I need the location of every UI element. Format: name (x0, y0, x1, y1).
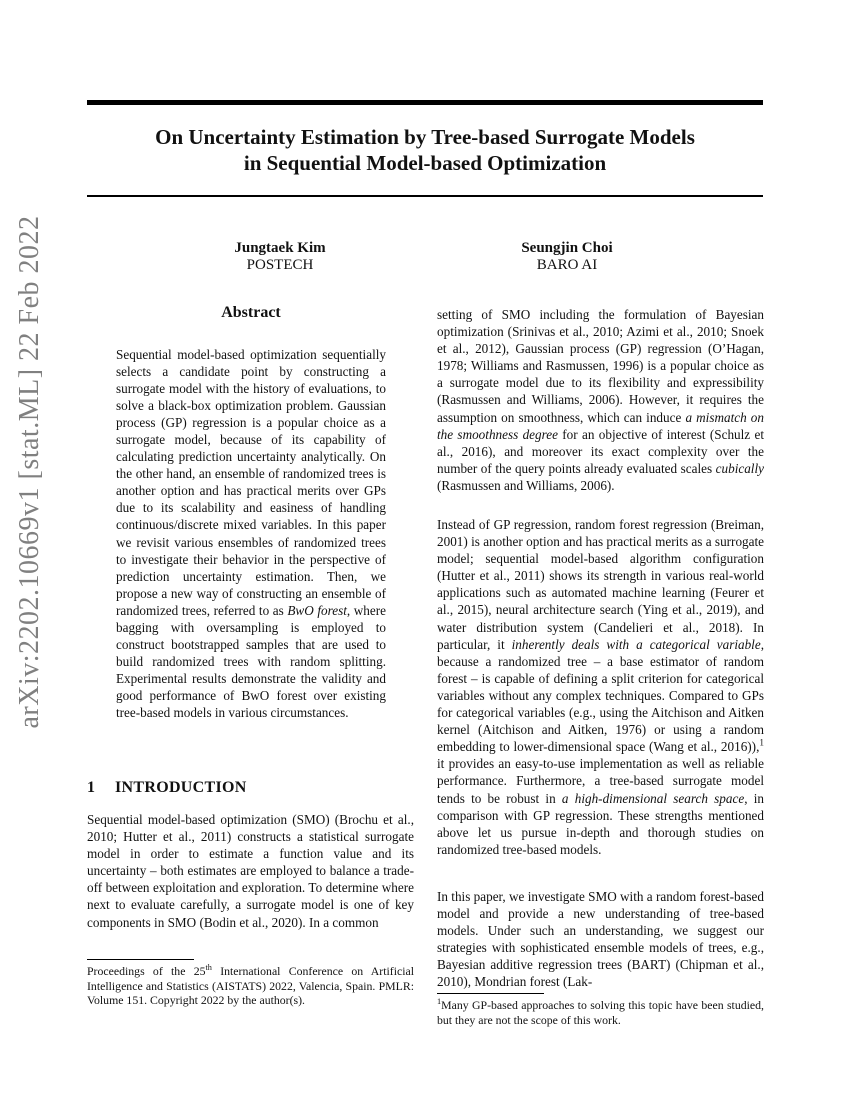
footnote-number: 1 (437, 997, 442, 1007)
section-number: 1 (87, 779, 96, 796)
right-paragraph-2 (437, 516, 764, 858)
title-line-2: in Sequential Model-based Optimization (243, 151, 607, 175)
bottom-rule (87, 195, 763, 197)
right-paragraph-1 (437, 306, 764, 494)
rp2-part: , in comparison with GP regression. These strengths mentioned above let us pursue in-depth and thorough studies on randomized tree-based models. (437, 790, 764, 857)
proc-part: Proceedings of the 25 (87, 964, 206, 978)
intro-paragraph: Sequential model-based optimization (SMO) (Brochu et al., 2010; Hutter et al., 2011) constructs a statistical surrogate model in order to estimate a function value and its uncertainty – both estimates are employed to balance a trade-off between exploitation and exploration. To determine where next to evaluate carefully, a surrogate model is one of key components in SMO (Bodin et al., 2020). In a common (87, 812, 414, 930)
abstract-text (116, 346, 386, 721)
author-1 (190, 240, 370, 274)
rp2-emphasis: a high-dimensional search space (561, 790, 745, 806)
footnote-rule (437, 993, 544, 994)
section-title: INTRODUCTION (115, 779, 247, 796)
title-line-1: On Uncertainty Estimation by Tree-based Surrogate Models (155, 125, 695, 149)
footnote-rule (87, 959, 194, 960)
rp1-emphasis: cubically (715, 460, 764, 476)
paper-title (87, 124, 763, 176)
rp2-part: , because a randomized tree – a base estimator of random forest – is capable of defining a split criterion for categorical variables without any complex techniques. Compared to GPs for categorical variables (e.g., using the Aitchison and Aitken kernel (Aitchison and Aitken, 1976) or using a random embedding to lower-dimensional space (Wang et al., 2016)), (437, 636, 764, 755)
abstract-emphasis: BwO forest (287, 602, 347, 618)
proceedings-note (87, 964, 414, 1008)
section-heading (87, 779, 417, 797)
author-affiliation: POSTECH (246, 257, 314, 273)
rp2-part: Instead of GP regression, random forest regression (Breiman, 2001) is another option and has practical merits as a surrogate model; sequential model-based algorithm configuration (Hutter et al., 2011) shows its strength in various real-world applications such as automated machine learning (Feurer et al., 2015), neural architecture search (Ying et al., 2019), and water distribution system (Candelieri et al., 2018). In particular, it (437, 517, 764, 652)
abstract-heading: Abstract (221, 304, 281, 321)
author-name: Jungtaek Kim (234, 240, 326, 256)
footnote-text: Many GP-based approaches to solving this topic have been studied, but they are not the scope of this work. (437, 998, 764, 1027)
footnote-marker: 1 (759, 737, 764, 748)
author-affiliation: BARO AI (536, 257, 598, 273)
rp1-part: for an objective of interest (Schulz et al., 2016), and moreover its exact complexity over the number of the query points already evaluated scales (437, 426, 764, 476)
right-paragraph-3: In this paper, we investigate SMO with a random forest-based model and provide a new understanding of tree-based models. Under such an understanding, we suggest our strategies with sophisticated ensemble models of trees, e.g., Bayesian additive regression trees (BART) (Chipman et al., 2010), Mondrian forest (Lak- (437, 889, 764, 990)
arxiv-identifier: arXiv:2202.10669v1 [stat.ML] 22 Feb 2022 (14, 215, 45, 729)
author-2 (477, 240, 657, 274)
rp1-part: setting of SMO including the formulation of Bayesian optimization (Srinivas et al., 2010; Azimi et al., 2010; Snoek et al., 2012), Gaussian process (GP) regression (O’Hagan, 1978; Williams and Rasmussen, 1996) is a popular choice as a surrogate model due to its flexibility and expressibility (Rasmussen and Williams, 2006). However, it requires the assumption on smoothness, which can induce (437, 307, 764, 425)
rp1-part: (Rasmussen and Williams, 2006). (437, 477, 615, 493)
proc-part: International Conference on Artificial Intelligence and Statistics (AISTATS) 2022, Valencia, Spain. PMLR: Volume 151. Copyright 2022 by the author(s). (87, 964, 415, 1008)
author-name: Seungjin Choi (521, 240, 613, 256)
rp2-part: it provides an easy-to-use implementation as well as reliable performance. Furthermore, a tree-based surrogate model tends to be robust in (437, 756, 764, 806)
abstract-part: , where bagging with oversampling is employed to construct bootstrapped samples that are used to build randomized trees with random splitting. Experimental results demonstrate the validity and good performance of BwO forest over existing tree-based models in various circumstances. (116, 602, 386, 720)
abstract-part: Sequential model-based optimization sequentially selects a candidate point by constructing a surrogate model with the history of evaluations, to solve a black-box optimization problem. Gaussian process (GP) regression is a popular choice as a surrogate model, because of its capability of calculating prediction uncertainty analytically. On the other hand, an ensemble of randomized trees is another option and has practical merits over GPs due to its scalability and easiness of handling continuous/discrete mixed variables. In this paper we revisit various ensembles of randomized trees to investigate their behavior in the perspective of prediction uncertainty estimation. Then, we propose a new way of constructing an ensemble of randomized trees, referred to as (116, 347, 386, 618)
rp1-emphasis: a mismatch on the smoothness degree (437, 409, 764, 442)
footnote-1 (437, 998, 764, 1027)
top-rule (87, 100, 763, 105)
rp2-emphasis: inherently deals with a categorical variable (511, 636, 761, 652)
proc-superscript: th (205, 963, 212, 973)
